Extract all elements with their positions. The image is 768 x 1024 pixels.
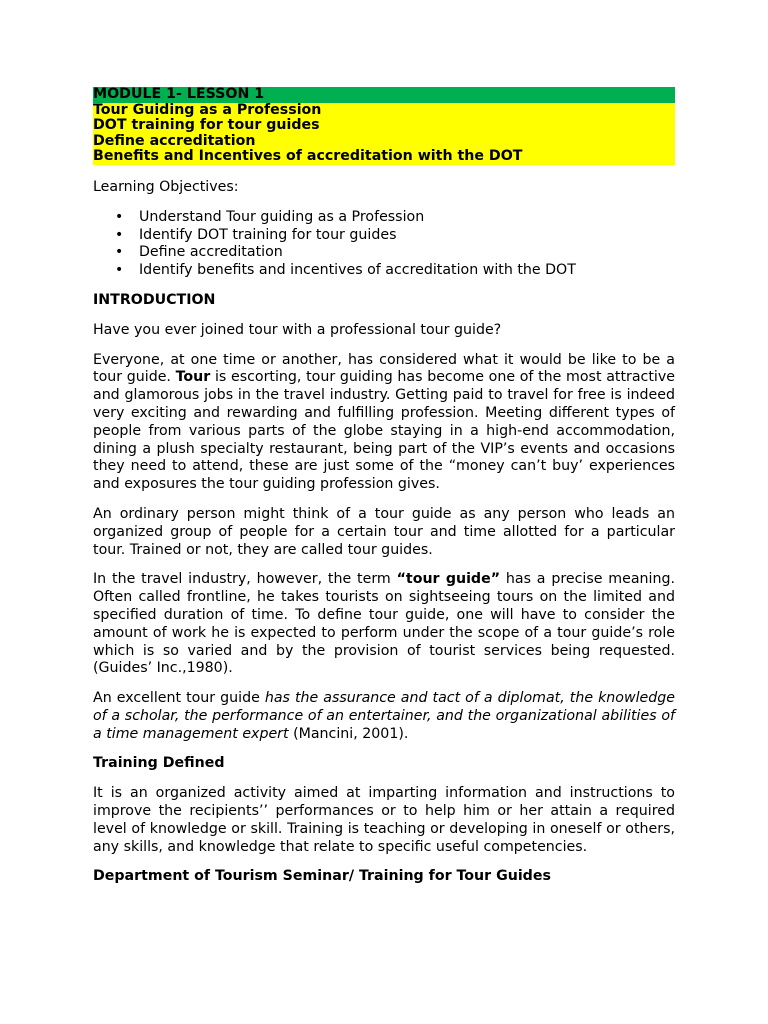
bullet-icon: • bbox=[115, 226, 124, 243]
intro-paragraph-4 bbox=[93, 690, 675, 743]
document-page bbox=[93, 87, 675, 898]
objectives-list bbox=[93, 209, 675, 280]
p3-text-start: In the travel industry, however, the term bbox=[93, 571, 397, 588]
intro-paragraph-1 bbox=[93, 352, 675, 494]
topic-line: DOT training for tour guides bbox=[93, 118, 675, 134]
topic-line: Define accreditation bbox=[93, 134, 675, 150]
p1-text-start: Everyone, at one time or another, has considered what it would be like to be a tour guide. bbox=[93, 351, 675, 386]
training-paragraph: It is an organized activity aimed at imparting information and instructions to improve the recipients’’ performances or to help him or her attain a required level of knowledge or skill. Training is teaching or developing in oneself or others, any skills, and knowledge that relate to specific useful competencies. bbox=[93, 785, 675, 855]
objective-text: Identify DOT training for tour guides bbox=[139, 226, 397, 243]
intro-paragraph-3 bbox=[93, 571, 675, 678]
bullet-icon: • bbox=[115, 244, 124, 261]
p1-bold-term: Tour bbox=[175, 369, 211, 386]
intro-paragraph-2: An ordinary person might think of a tour guide as any person who leads an organized group of people for a certain tour and time allotted for a particular tour. Trained or not, they are called tour guides. bbox=[93, 505, 675, 558]
p3-bold-term: “tour guide” bbox=[396, 571, 501, 588]
lesson-header bbox=[93, 87, 675, 165]
bullet-icon: • bbox=[115, 262, 124, 279]
topic-line: Tour Guiding as a Profession bbox=[93, 103, 675, 119]
topic-line: Benefits and Incentives of accreditation with the DOT bbox=[93, 149, 675, 165]
p1-text-end: is escorting, tour guiding has become one of the most attractive and glamorous jobs in the travel industry. Getting paid to travel for free is indeed very exciting and rewarding and fulfilling profession. Meeting different types of people from various parts of the globe staying in a high-end accommodation, dining a plush specialty restaurant, being part of the VIP’s events and occasions they need to attend, these are just some of the “money can’t buy’ experiences and exposures the tour guiding profession gives. bbox=[93, 369, 675, 493]
module-title: MODULE 1- LESSON 1 bbox=[93, 87, 675, 103]
objective-text: Understand Tour guiding as a Profession bbox=[139, 208, 425, 225]
list-item bbox=[93, 209, 675, 227]
objective-text: Define accreditation bbox=[139, 244, 283, 261]
p4-citation: (Mancini, 2001). bbox=[288, 725, 409, 742]
list-item bbox=[93, 262, 675, 280]
p3-text-end: has a precise meaning. Often called frontline, he takes tourists on sightseeing tours on the limited and specified duration of time. To define tour guide, one will have to consider the amount of work he is expected to perform under the scope of a tour guide’s role which is so varied and by the provision of tourist services being requested. (Guides’ Inc.,1980). bbox=[93, 571, 675, 677]
p4-italic-quote: has the assurance and tact of a diplomat, the knowledge of a scholar, the performance of an entertainer, and the organizational abilities of a time management expert bbox=[93, 690, 675, 742]
objective-text: Identify benefits and incentives of accreditation with the DOT bbox=[139, 262, 576, 279]
bullet-icon: • bbox=[115, 208, 124, 225]
introduction-heading: INTRODUCTION bbox=[93, 291, 216, 308]
list-item bbox=[93, 227, 675, 245]
p4-text-start: An excellent tour guide bbox=[93, 690, 265, 707]
dot-training-heading: Department of Tourism Seminar/ Training for Tour Guides bbox=[93, 868, 551, 885]
objectives-label: Learning Objectives: bbox=[93, 178, 239, 195]
training-heading: Training Defined bbox=[93, 755, 225, 772]
intro-question: Have you ever joined tour with a professional tour guide? bbox=[93, 321, 502, 338]
list-item bbox=[93, 244, 675, 262]
